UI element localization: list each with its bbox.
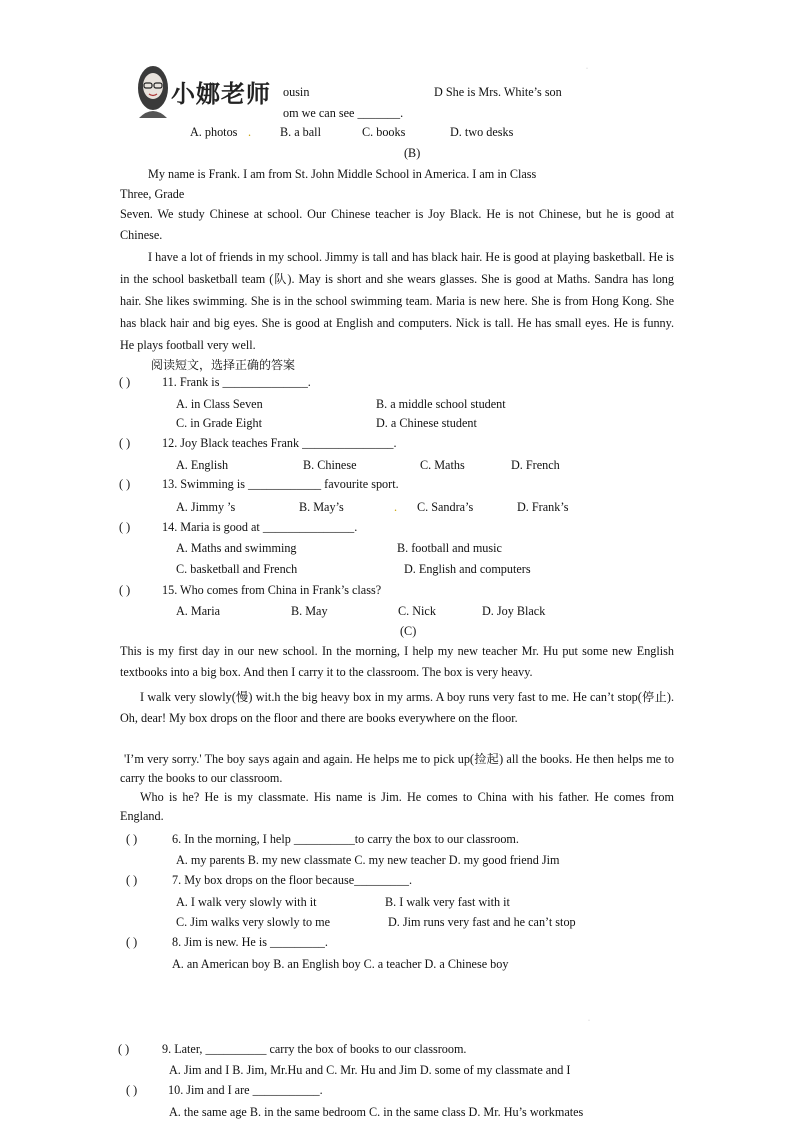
option-a: A. in Class Seven bbox=[176, 397, 263, 411]
answer-bracket: ( ) bbox=[119, 520, 131, 534]
option-a: A. Maths and swimming bbox=[176, 541, 297, 555]
option-a: A. I walk very slowly with it bbox=[176, 895, 317, 909]
option-d: D. Frank’s bbox=[517, 500, 569, 514]
option-d: D. Joy Black bbox=[482, 604, 546, 618]
option-d: D. two desks bbox=[450, 125, 514, 139]
option-a: A. English bbox=[176, 458, 229, 472]
option-d: D. French bbox=[511, 458, 560, 472]
passage-c-paragraph-1: This is my first day in our new school. In the morning, I help my new teacher Mr. Hu put some new English textbooks into a big box. And then I carry it to the classroom. The box is very heavy. bbox=[120, 644, 674, 679]
option-b: B. football and music bbox=[397, 541, 502, 555]
passage-b-paragraph-1: Seven. We study Chinese at school. Our Chinese teacher is Joy Black. He is not Chinese, but he is good at Chinese. bbox=[120, 207, 674, 242]
prev-question-fragment: ousin bbox=[283, 85, 310, 99]
question-stem: 6. In the morning, I help __________to carry the box to our classroom. bbox=[172, 832, 519, 846]
section-label-c: (C) bbox=[400, 624, 417, 638]
option-d: D. Jim runs very fast and he can’t stop bbox=[388, 915, 576, 929]
option-b: B. May’s bbox=[299, 500, 344, 514]
dot-mark: · bbox=[588, 1018, 590, 1024]
logo-text: 小娜老师 bbox=[171, 80, 271, 108]
question-stem: 15. Who comes from China in Frank’s class? bbox=[162, 583, 382, 597]
option-a: A. Maria bbox=[176, 604, 220, 618]
passage-c-paragraph-4: Who is he? He is my classmate. His name is Jim. He comes to China with his father. He comes from England. bbox=[120, 790, 674, 823]
answer-bracket: ( ) bbox=[119, 477, 131, 491]
answer-bracket: ( ) bbox=[119, 583, 131, 597]
option-d: D. a Chinese student bbox=[376, 416, 477, 430]
dot-mark: . bbox=[394, 500, 398, 514]
question-stem: 7. My box drops on the floor because_________. bbox=[172, 873, 412, 887]
option-c: C. in Grade Eight bbox=[176, 416, 262, 430]
answer-bracket: ( ) bbox=[126, 935, 138, 949]
passage-c-paragraph-2: I walk very slowly(慢) wit.h the big heavy box in my arms. A boy runs very fast to me. He can’t stop(停止). Oh, dear! My box drops on the floor and there are books everywhere on the floor. bbox=[120, 690, 674, 725]
question-stem: 13. Swimming is ____________ favourite sport. bbox=[162, 477, 399, 491]
option-d: D. English and computers bbox=[404, 562, 531, 576]
section-label-b: (B) bbox=[404, 146, 421, 160]
answer-bracket: ( ) bbox=[118, 1042, 130, 1056]
options-line: A. Jim and I B. Jim, Mr.Hu and C. Mr. Hu and Jim D. some of my classmate and I bbox=[169, 1063, 571, 1077]
option-c: C. Nick bbox=[398, 604, 436, 618]
question-stem: 9. Later, __________ carry the box of books to our classroom. bbox=[162, 1042, 467, 1056]
passage-c-paragraph-3: 'I’m very sorry.' The boy says again and again. He helps me to pick up(捡起) all the books. He then helps me to carry the books to our classroom. bbox=[120, 752, 674, 785]
option-b: B. I walk very fast with it bbox=[385, 895, 510, 909]
option-c: C. Maths bbox=[420, 458, 465, 472]
logo bbox=[133, 60, 281, 118]
question-stem: 10. Jim and I are ___________. bbox=[168, 1083, 323, 1097]
dot-mark: · bbox=[586, 66, 588, 72]
prev-question-stem: om we can see _______. bbox=[283, 106, 404, 120]
passage-b-line1: My name is Frank. I am from St. John Middle School in America. I am in Class bbox=[148, 167, 537, 181]
question-stem: 12. Joy Black teaches Frank _______________. bbox=[162, 436, 397, 450]
answer-bracket: ( ) bbox=[126, 1083, 138, 1097]
question-stem: 8. Jim is new. He is _________. bbox=[172, 935, 328, 949]
option-c: C. Sandra’s bbox=[417, 500, 474, 514]
options-line: A. my parents B. my new classmate C. my new teacher D. my good friend Jim bbox=[176, 853, 560, 867]
passage-b-paragraph-2: I have a lot of friends in my school. Jimmy is tall and has black hair. He is good at playing basketball. He is in the school basketball team (队). May is short and she wears glasses. She is good at Maths. Sandra has long hair. She likes swimming. She is in the school swimming team. Maria is new here. She is from Hong Kong. She has black hair and big eyes. She is good at English and computers. Nick is tall. He has small eyes. He is funny. He plays football very well. bbox=[120, 250, 674, 352]
question-stem: 11. Frank is ______________. bbox=[162, 375, 311, 389]
option-b: B. a middle school student bbox=[376, 397, 506, 411]
option-b: B. Chinese bbox=[303, 458, 357, 472]
answer-bracket: ( ) bbox=[126, 873, 138, 887]
teacher-avatar-icon bbox=[133, 60, 173, 118]
option-c: C. basketball and French bbox=[176, 562, 298, 576]
option-b: B. May bbox=[291, 604, 328, 618]
prev-question-option-d: D She is Mrs. White’s son bbox=[434, 85, 562, 99]
option-c: C. Jim walks very slowly to me bbox=[176, 915, 331, 929]
passage-b-line2: Three, Grade bbox=[120, 187, 185, 201]
answer-bracket: ( ) bbox=[126, 832, 138, 846]
options-line: A. an American boy B. an English boy C. a teacher D. a Chinese boy bbox=[172, 957, 509, 971]
option-a: A. photos bbox=[190, 125, 238, 139]
options-line: A. the same age B. in the same bedroom C. in the same class D. Mr. Hu’s workmates bbox=[169, 1105, 584, 1119]
question-stem: 14. Maria is good at _______________. bbox=[162, 520, 358, 534]
dot-mark: . bbox=[248, 125, 252, 139]
answer-bracket: ( ) bbox=[119, 436, 131, 450]
option-b: B. a ball bbox=[280, 125, 321, 139]
option-c: C. books bbox=[362, 125, 406, 139]
answer-bracket: ( ) bbox=[119, 375, 131, 389]
instruction: 阅读短文，选择正确的答案 bbox=[151, 358, 296, 372]
option-a: A. Jimmy ’s bbox=[176, 500, 236, 514]
